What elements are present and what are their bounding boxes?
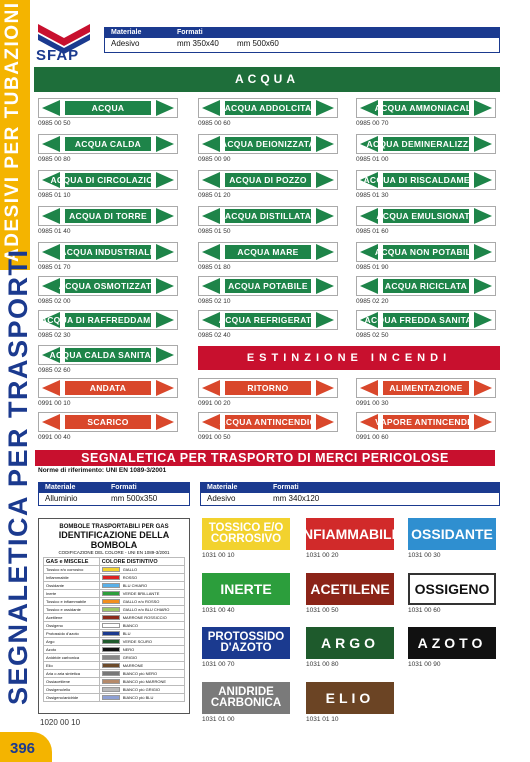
arrow-left-icon — [202, 278, 220, 294]
pipe-code: 0991 00 20 — [198, 400, 231, 407]
pipe-label-text: ACQUA MARE — [225, 245, 311, 259]
arrow-right-icon — [474, 136, 492, 152]
gas-name: Elio — [44, 662, 100, 670]
pipe-code: 0991 00 30 — [356, 400, 389, 407]
pipe-label — [198, 412, 338, 432]
estinzione-incendi-banner: ESTINZIONE INCENDI — [198, 346, 500, 370]
pipe-code: 0985 01 30 — [356, 192, 389, 199]
danger-sign: ELIO — [306, 682, 394, 714]
info-box-signs — [200, 482, 500, 506]
pipe-label — [38, 378, 178, 398]
gas-color — [99, 654, 184, 662]
gas-color — [99, 574, 184, 582]
sign-code: 1031 00 60 — [408, 607, 441, 614]
pipe-code: 0985 01 70 — [38, 264, 71, 271]
col-header-gas: GAS e MISCELE — [44, 558, 100, 566]
sign-code: 1031 00 50 — [306, 607, 339, 614]
arrow-left-icon — [202, 172, 220, 188]
gas-color — [99, 630, 184, 638]
sidebar — [0, 0, 33, 762]
table-row — [44, 646, 185, 654]
pipe-label-text: ACQUA FREDDA SANITARIA — [364, 315, 488, 325]
danger-sign: PROTOSSIDO D'AZOTO — [202, 627, 290, 659]
arrow-right-icon — [474, 208, 492, 224]
pipe-label — [198, 310, 338, 330]
pipe-label — [38, 242, 178, 262]
color-name: BLU CHIARO — [122, 582, 148, 588]
pipe-label — [356, 412, 496, 432]
arrow-right-icon — [316, 100, 334, 116]
color-swatch — [102, 623, 120, 628]
info-box-panel — [38, 482, 190, 506]
gas-name: Tossico e ossidante — [44, 606, 100, 614]
color-swatch — [102, 615, 120, 620]
pipe-label — [356, 98, 496, 118]
arrow-right-icon — [474, 414, 492, 430]
table-row — [44, 670, 185, 678]
danger-sign: ACETILENE — [306, 573, 394, 605]
color-swatch — [102, 599, 120, 604]
acqua-banner: ACQUA — [34, 67, 500, 92]
color-name: GIALLO — [122, 566, 138, 572]
pipe-code: 0985 00 60 — [198, 120, 231, 127]
danger-sign: OSSIDANTE — [408, 518, 496, 550]
gas-name: Inerte — [44, 590, 100, 598]
pipe-code: 0985 00 80 — [38, 156, 71, 163]
arrow-right-icon — [156, 172, 174, 188]
pipe-code: 0985 01 40 — [38, 228, 71, 235]
pipe-label — [356, 242, 496, 262]
pipe-label-text: RITORNO — [225, 381, 311, 395]
panel-code: 1020 00 10 — [40, 718, 81, 727]
pipe-code: 0991 00 60 — [356, 434, 389, 441]
gas-name: Tossico e infiammabile — [44, 598, 100, 606]
pipe-label-text: ACQUA DI CIRCOLAZIONE — [50, 175, 166, 185]
arrow-left-icon — [360, 278, 378, 294]
panel-title-1: BOMBOLE TRASPORTABILI PER GAS — [59, 524, 169, 530]
color-swatch — [102, 639, 120, 644]
arrow-left-icon — [42, 136, 60, 152]
pipe-label-text: ACQUA RICICLATA — [384, 281, 468, 291]
arrow-right-icon — [474, 100, 492, 116]
sign-code: 1031 00 80 — [306, 661, 339, 668]
pipe-label-text: ACQUA DI POZZO — [225, 173, 311, 187]
gas-color — [99, 662, 184, 670]
color-swatch — [102, 679, 120, 684]
arrow-left-icon — [202, 380, 220, 396]
table-row — [44, 606, 185, 614]
gas-color — [99, 598, 184, 606]
format-header: Formati — [111, 484, 137, 491]
arrow-right-icon — [156, 136, 174, 152]
format-value: mm 340x120 — [273, 494, 320, 503]
arrow-right-icon — [316, 312, 334, 328]
pipe-label-text: ACQUA ADDOLCITA — [224, 103, 312, 113]
gas-color — [99, 606, 184, 614]
arrow-left-icon — [202, 136, 220, 152]
pipe-label — [38, 345, 178, 365]
pipe-label-text: ACQUA CALDA SANITARIA — [49, 350, 167, 360]
arrow-right-icon — [156, 414, 174, 430]
arrow-left-icon — [42, 380, 60, 396]
format-value-2: mm 500x60 — [237, 39, 279, 48]
gas-name: Protossido d'azoto — [44, 630, 100, 638]
arrow-right-icon — [156, 347, 174, 363]
arrow-left-icon — [202, 414, 220, 430]
gas-name: Aria o aria sintetica — [44, 670, 100, 678]
info-box-top — [104, 27, 500, 53]
arrow-left-icon — [42, 278, 60, 294]
sign-code: 1031 00 90 — [408, 661, 441, 668]
color-name: GRIGIO — [122, 654, 138, 660]
format-header: Formati — [177, 29, 203, 36]
pipe-label-text: ACQUA DI TORRE — [65, 209, 151, 223]
format-value-1: mm 350x40 — [177, 39, 219, 48]
color-name: BIANCO più BLU — [122, 694, 154, 700]
color-name: VERDE BRILLANTE — [122, 590, 160, 596]
pipe-label-text: ACQUA AMMONIACALE — [374, 103, 478, 113]
pipe-code: 0985 02 20 — [356, 298, 389, 305]
danger-sign: INERTE — [202, 573, 290, 605]
table-row — [44, 622, 185, 630]
gas-name: Ossigeno/elio — [44, 686, 100, 694]
gas-color — [99, 614, 184, 622]
table-row — [44, 566, 185, 574]
pipe-code: 0985 02 40 — [198, 332, 231, 339]
color-name: MARRONE — [122, 662, 144, 668]
table-row — [44, 582, 185, 590]
gas-name: Infiammabile — [44, 574, 100, 582]
color-swatch — [102, 655, 120, 660]
pipe-code: 0985 02 60 — [38, 367, 71, 374]
arrow-right-icon — [474, 380, 492, 396]
color-swatch — [102, 583, 120, 588]
pipe-code: 0985 02 10 — [198, 298, 231, 305]
arrow-right-icon — [474, 244, 492, 260]
arrow-right-icon — [474, 312, 492, 328]
arrow-right-icon — [156, 278, 174, 294]
material-header: Materiale — [111, 29, 142, 36]
color-swatch — [102, 647, 120, 652]
color-swatch — [102, 695, 120, 700]
sign-code: 1031 00 30 — [408, 552, 441, 559]
arrow-left-icon — [42, 244, 60, 260]
arrow-left-icon — [202, 208, 220, 224]
color-name: BIANCO più GRIGIO — [122, 686, 161, 692]
sign-code: 1031 00 70 — [202, 661, 235, 668]
danger-sign: INFIAMMABILE — [306, 518, 394, 550]
pipe-code: 0985 02 00 — [38, 298, 71, 305]
pipe-label — [198, 134, 338, 154]
pipe-label — [198, 170, 338, 190]
gas-cylinder-color-panel — [38, 518, 190, 714]
gas-color — [99, 678, 184, 686]
gas-color — [99, 686, 184, 694]
pipe-label — [198, 206, 338, 226]
pipe-label — [38, 134, 178, 154]
pipe-label-text: ACQUA DI RISCALDAMENTO — [363, 175, 489, 185]
pipe-label-text: ACQUA — [65, 101, 151, 115]
arrow-right-icon — [316, 136, 334, 152]
color-swatch — [102, 607, 120, 612]
danger-sign: OSSIGENO — [408, 573, 496, 605]
pipe-label — [198, 276, 338, 296]
arrow-right-icon — [156, 380, 174, 396]
pipe-label — [356, 276, 496, 296]
danger-sign: AZOTO — [408, 627, 496, 659]
pipe-label-text: ACQUA INDUSTRIALE — [60, 247, 156, 257]
arrow-right-icon — [156, 100, 174, 116]
pipe-code: 0985 01 10 — [38, 192, 71, 199]
pipe-code: 0985 00 50 — [38, 120, 71, 127]
gas-name: Ossiacetilene — [44, 678, 100, 686]
sign-code: 1031 00 10 — [202, 552, 235, 559]
pipe-label-text: ACQUA CALDA — [65, 137, 151, 151]
arrow-left-icon — [202, 312, 220, 328]
pipe-code: 0985 00 70 — [356, 120, 389, 127]
pipe-label — [38, 310, 178, 330]
color-name: VERDE SCURO — [122, 638, 153, 644]
pipe-label — [356, 134, 496, 154]
material-value: Alluminio — [45, 494, 78, 503]
table-row — [44, 654, 185, 662]
pipe-label-text: SCARICO — [65, 415, 151, 429]
arrow-right-icon — [316, 208, 334, 224]
color-swatch — [102, 631, 120, 636]
color-swatch — [102, 663, 120, 668]
table-row — [44, 686, 185, 694]
material-value: Adesivo — [111, 39, 140, 48]
table-row — [44, 662, 185, 670]
pipe-label — [38, 276, 178, 296]
pipe-label-text: ACQUA DEIONIZZATA — [220, 139, 316, 149]
pipe-code: 0985 02 50 — [356, 332, 389, 339]
danger-sign: ARGO — [306, 627, 394, 659]
pipe-label — [356, 206, 496, 226]
gas-name: Argo — [44, 638, 100, 646]
danger-sign: TOSSICO E/O CORROSIVO — [202, 518, 290, 550]
arrow-left-icon — [42, 100, 60, 116]
pipe-code: 0991 00 50 — [198, 434, 231, 441]
color-name: ROSSO — [122, 574, 138, 580]
table-row — [44, 678, 185, 686]
sign-code: 1031 01 00 — [202, 716, 235, 723]
sidebar-bottom-text: SEGNALETICA PER TRASPORTI — [3, 248, 33, 705]
table-row — [44, 630, 185, 638]
gas-name: Anidride carbonica — [44, 654, 100, 662]
gas-name: Tossico e/o corrosivo — [44, 566, 100, 574]
color-name: MARRONE ROSSICCIO — [122, 614, 167, 620]
pipe-label-text: ACQUA EMULSIONATA — [376, 211, 476, 221]
pipe-label-text: ANDATA — [65, 381, 151, 395]
color-swatch — [102, 567, 120, 572]
pipe-label-text: ACQUA POTABILE — [225, 279, 311, 293]
format-header: Formati — [273, 484, 299, 491]
arrow-right-icon — [316, 380, 334, 396]
arrow-left-icon — [202, 100, 220, 116]
pipe-code: 0985 01 00 — [356, 156, 389, 163]
table-row — [44, 574, 185, 582]
pipe-label — [356, 170, 496, 190]
pipe-label-text: ALIMENTAZIONE — [383, 381, 469, 395]
pipe-label-text: ACQUA NON POTABILE — [374, 247, 478, 257]
color-name: BLU — [122, 630, 131, 636]
sign-code: 1031 00 40 — [202, 607, 235, 614]
arrow-left-icon — [360, 208, 378, 224]
gas-color-table — [43, 557, 185, 702]
color-name: GIALLO e/o BLU CHIARO — [122, 606, 170, 612]
material-header: Materiale — [207, 484, 238, 491]
table-row — [44, 598, 185, 606]
gas-name: Azoto — [44, 646, 100, 654]
material-header: Materiale — [45, 484, 76, 491]
gas-color — [99, 566, 184, 574]
pipe-code: 0985 01 80 — [198, 264, 231, 271]
page-number: 396 — [0, 732, 52, 762]
gas-color — [99, 622, 184, 630]
pipe-label — [38, 170, 178, 190]
pipe-label-text: ACQUA ANTINCENDIO — [219, 417, 317, 427]
logo-text: SFAP — [36, 47, 80, 64]
pipe-label — [38, 98, 178, 118]
color-swatch — [102, 687, 120, 692]
pipe-label-text: ACQUA DEMINERALIZZATA — [366, 139, 486, 149]
arrow-right-icon — [474, 172, 492, 188]
color-name: BIANCO più MARRONE — [122, 678, 167, 684]
format-value: mm 500x350 — [111, 494, 158, 503]
pipe-label-text: ACQUA DISTILLATA — [224, 211, 312, 221]
pipe-label — [198, 378, 338, 398]
pipe-label-text: ACQUA REFRIGERATA — [218, 315, 318, 325]
table-row — [44, 614, 185, 622]
material-value: Adesivo — [207, 494, 236, 503]
pipe-code: 0985 01 20 — [198, 192, 231, 199]
sign-code: 1031 00 20 — [306, 552, 339, 559]
arrow-right-icon — [156, 208, 174, 224]
arrow-left-icon — [42, 208, 60, 224]
table-row — [44, 590, 185, 598]
col-header-color: COLORE DISTINTIVO — [99, 558, 184, 566]
sign-code: 1031 01 10 — [306, 716, 339, 723]
color-name: NERO — [122, 646, 135, 652]
table-row — [44, 694, 185, 702]
arrow-left-icon — [360, 380, 378, 396]
pipe-label — [356, 310, 496, 330]
gas-color — [99, 582, 184, 590]
gas-name: Ossigeno — [44, 622, 100, 630]
pipe-code: 0985 01 90 — [356, 264, 389, 271]
panel-subtitle: CODIFICAZIONE DEL COLORE - UNI EN 1089-3/2001 — [58, 550, 170, 555]
gas-name: Ossidante — [44, 582, 100, 590]
pipe-code: 0985 01 50 — [198, 228, 231, 235]
gas-color — [99, 590, 184, 598]
arrow-right-icon — [316, 414, 334, 430]
pipe-label — [356, 378, 496, 398]
arrow-left-icon — [42, 414, 60, 430]
arrow-right-icon — [316, 278, 334, 294]
pipe-code: 0985 01 60 — [356, 228, 389, 235]
gas-color — [99, 646, 184, 654]
pipe-label — [38, 206, 178, 226]
pipe-label — [198, 242, 338, 262]
pipe-label-text: ACQUA DI RAFFREDDAMENTO — [40, 315, 176, 325]
pipe-label — [198, 98, 338, 118]
pipe-label — [38, 412, 178, 432]
color-name: GIALLO e/o ROSSO — [122, 598, 160, 604]
gas-name: Acetilene — [44, 614, 100, 622]
pipe-code: 0991 00 40 — [38, 434, 71, 441]
arrow-left-icon — [202, 244, 220, 260]
gas-name: Ossigeno/anidride — [44, 694, 100, 702]
pipe-label-text: ACQUA OSMOTIZZATA — [58, 281, 158, 291]
table-row — [44, 638, 185, 646]
pipe-code: 0991 00 10 — [38, 400, 71, 407]
arrow-right-icon — [316, 172, 334, 188]
arrow-right-icon — [156, 244, 174, 260]
section-title: SEGNALETICA PER TRASPORTO DI MERCI PERICOLOSE — [35, 450, 495, 466]
reference-norm: Norme di riferimento: UNI EN 1089-3/2001 — [38, 467, 167, 474]
pipe-code: 0985 00 90 — [198, 156, 231, 163]
danger-sign: ANIDRIDE CARBONICA — [202, 682, 290, 714]
color-name: BIANCO — [122, 622, 139, 628]
pipe-label-text: VAPORE ANTINCENDIO — [375, 417, 477, 427]
color-swatch — [102, 575, 120, 580]
sidebar-top-text: ADESIVI PER TUBAZIONI — [2, 1, 23, 262]
gas-color — [99, 638, 184, 646]
gas-color — [99, 670, 184, 678]
panel-title-2: IDENTIFICAZIONE DELLA BOMBOLA — [58, 530, 170, 550]
arrow-right-icon — [316, 244, 334, 260]
color-name: BIANCO più NERO — [122, 670, 158, 676]
gas-color — [99, 694, 184, 702]
arrow-right-icon — [474, 278, 492, 294]
arrow-right-icon — [156, 312, 174, 328]
pipe-code: 0985 02 30 — [38, 332, 71, 339]
color-swatch — [102, 591, 120, 596]
color-swatch — [102, 671, 120, 676]
